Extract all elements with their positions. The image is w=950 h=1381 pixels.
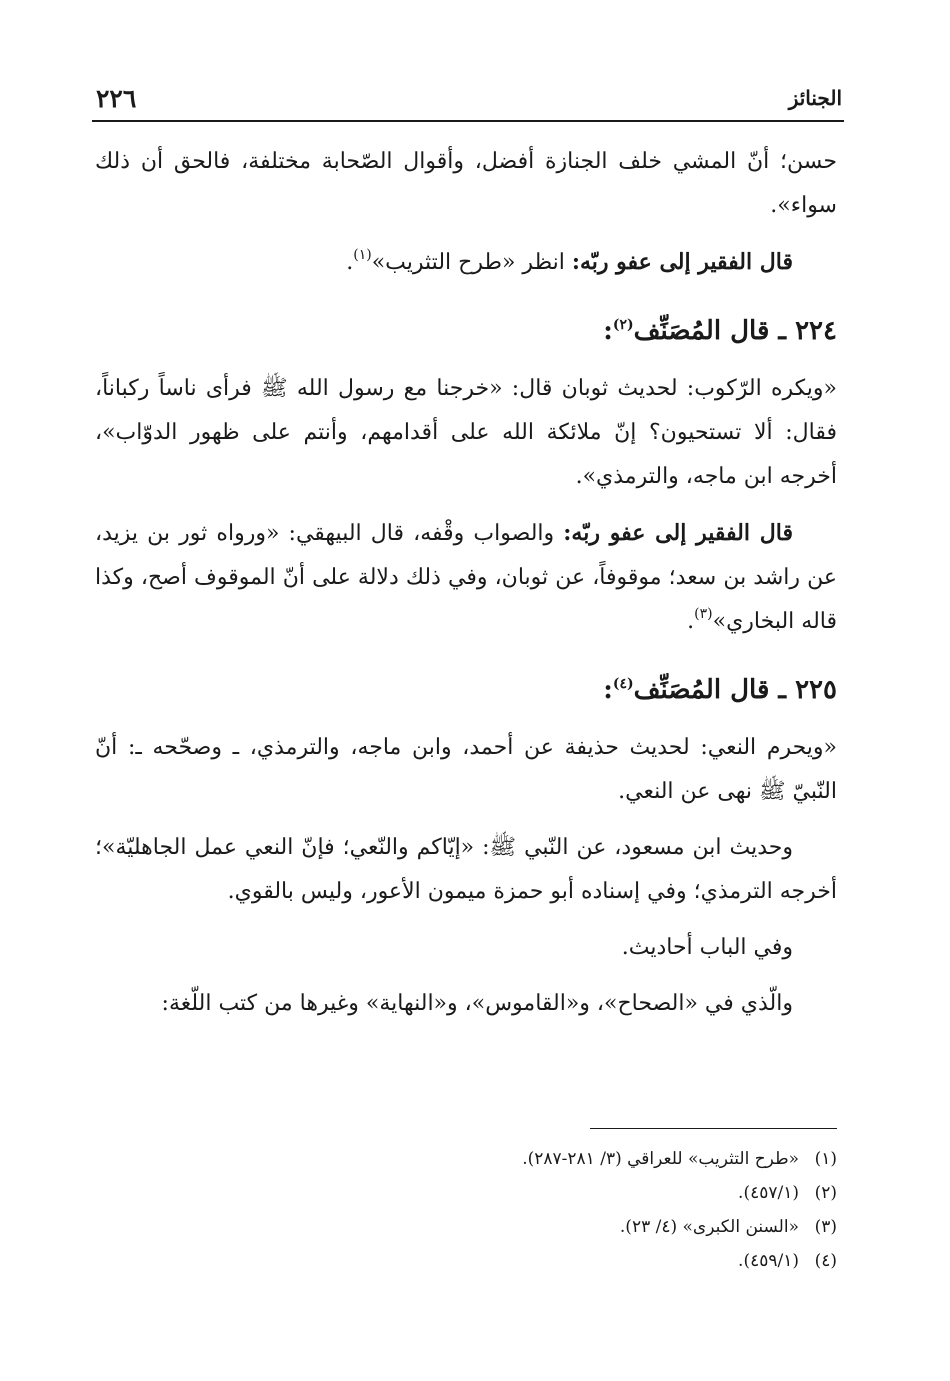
section-heading-224 xyxy=(95,309,837,353)
footnote-text: (٤٥٧/١). xyxy=(738,1183,799,1203)
page-number: ٢٢٦ xyxy=(96,84,137,113)
heading-text: ٢٢٤ ـ قال المُصَنِّف xyxy=(633,316,837,346)
footnote-text: «طرح التثريب» للعراقي (٣/ ٢٨١-٢٨٧). xyxy=(522,1149,799,1169)
comment-text: انظر «طرح التثريب» xyxy=(371,250,572,275)
footnotes xyxy=(300,1142,837,1278)
chapter-title: الجنائز xyxy=(788,86,842,110)
footnote-item xyxy=(300,1142,837,1176)
punctuation: . xyxy=(687,609,695,634)
footnote-number: (٣) xyxy=(814,1217,837,1237)
comment-text: والصواب وقْفه، قال البيهقي: «ورواه ثور بن يزيد، عن راشد بن سعد؛ موقوفاً، عن ثوبان، وفي ذلك دلالة على أنّ الموقوف أصح، وكذا قاله البخاري» xyxy=(95,521,837,634)
main-text xyxy=(95,140,837,1038)
paragraph: وفي الباب أحاديث. xyxy=(621,935,793,960)
footnote-item xyxy=(300,1176,837,1210)
footnote-text: «السنن الكبرى» (٤/ ٢٣). xyxy=(619,1217,799,1237)
running-header xyxy=(92,80,844,122)
section-heading-225 xyxy=(95,668,837,712)
heading-text: ٢٢٥ ـ قال المُصَنِّف xyxy=(633,675,837,705)
paragraph: حسن؛ أنّ المشي خلف الجنازة أفضل، وأقوال الصّحابة مختلفة، فالحق أن ذلك سواء». xyxy=(95,149,837,218)
paragraph: «ويكره الرّكوب: لحديث ثوبان قال: «خرجنا مع رسول الله ﷺ فرأى ناساً ركباناً، فقال: ألا تستحيون؟ إنّ ملائكة الله على أقدامهم، وأنتم على ظهور الدوّاب»، أخرجه ابن ماجه، والترمذي». xyxy=(95,376,837,489)
comment-label: قال الفقير إلى عفو ربّه: xyxy=(563,520,793,546)
footnote-separator xyxy=(590,1128,837,1129)
paragraph: «ويحرم النعي: لحديث حذيفة عن أحمد، وابن ماجه، والترمذي، ـ وصحّحه ـ: أنّ النّبيّ ﷺ نهى عن النعي. xyxy=(95,735,837,804)
footnote-ref[interactable]: (١) xyxy=(353,247,372,263)
paragraph: وحديث ابن مسعود، عن النّبي ﷺ: «إيّاكم والنّعي؛ فإنّ النعي عمل الجاهليّة»؛ أخرجه الترمذي؛ وفي إسناده أبو حمزة ميمون الأعور، وليس بالقوي. xyxy=(95,835,837,904)
paragraph: والّذي في «الصحاح»، و«القاموس»، و«النهاية» وغيرها من كتب اللّغة: xyxy=(161,991,793,1016)
author-comment xyxy=(95,240,837,285)
author-comment xyxy=(95,511,837,644)
footnote-item xyxy=(300,1244,837,1278)
footnote-number: (١) xyxy=(814,1149,837,1169)
footnote-item xyxy=(300,1210,837,1244)
punctuation: . xyxy=(346,250,354,275)
punctuation: : xyxy=(603,316,613,346)
footnote-ref[interactable]: (٢) xyxy=(612,317,634,333)
footnote-number: (٤) xyxy=(814,1251,837,1271)
footnote-ref[interactable]: (٤) xyxy=(612,676,634,692)
footnote-ref[interactable]: (٣) xyxy=(694,606,713,622)
footnote-text: (٤٥٩/١). xyxy=(738,1251,799,1271)
footnote-number: (٢) xyxy=(814,1183,837,1203)
punctuation: : xyxy=(603,675,613,705)
comment-label: قال الفقير إلى عفو ربّه: xyxy=(571,249,793,275)
